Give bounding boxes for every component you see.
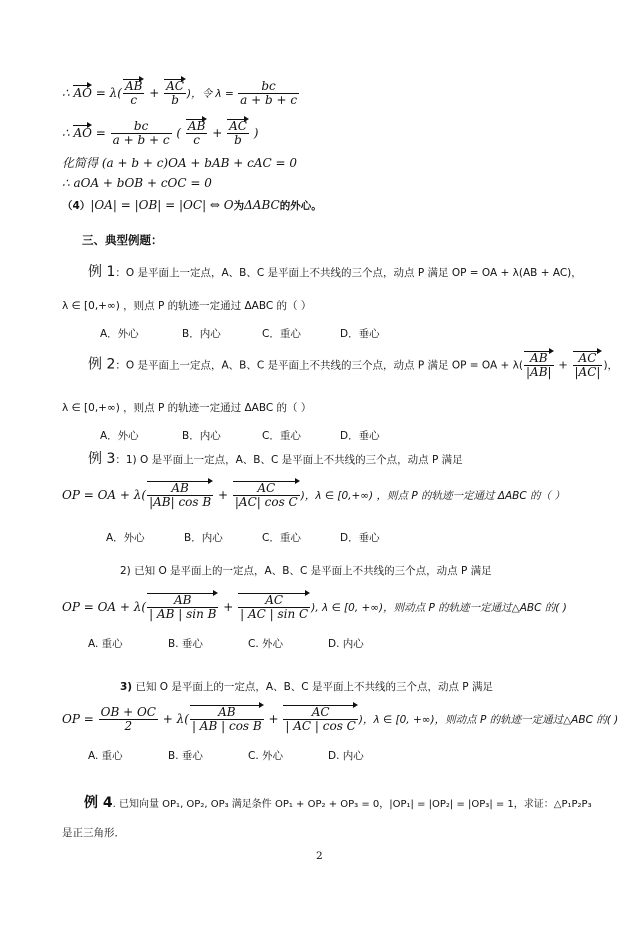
- close-paren: )，: [603, 359, 619, 372]
- option-a: A．外心: [106, 532, 145, 544]
- example-2-line-2: [62, 400, 311, 415]
- fraction-ac-norm: [573, 352, 603, 379]
- example-4-text: . 已知向量 OP₁, OP₂, OP₃ 满足条件 OP₁ + OP₂ + OP₃ = 0，|OP₁| = |OP₂| = |OP₃| = 1，求证：△P₁P₂P₃: [112, 799, 592, 810]
- plus: +: [145, 86, 164, 100]
- fraction-bc: [111, 120, 172, 147]
- therefore-symbol: ∴: [62, 86, 74, 100]
- simplified-equation: 化简得 (a + b + c)OA + bAB + cAC = 0: [62, 156, 298, 170]
- eq-start: OP = OA + λ(: [62, 600, 147, 614]
- eq-start: OP =: [62, 712, 98, 726]
- frac-den: | AC | sin C: [240, 607, 309, 621]
- frac-den: b: [171, 93, 179, 107]
- option-b: B．内心: [182, 430, 221, 442]
- frac-num: AC: [229, 119, 247, 133]
- example-1-question: λ ∈ [0,+∞) ，则点 P 的轨迹一定通过 ΔABC 的（ ）: [62, 300, 312, 312]
- frac-num: bc: [238, 80, 299, 94]
- frac-num: AC: [283, 706, 357, 720]
- example-4-line-2: 是正三角形．: [62, 827, 125, 839]
- option-b: B. 垂心: [168, 750, 203, 762]
- section-title: 三、典型例题：: [82, 233, 163, 247]
- plus: +: [264, 712, 283, 726]
- option-b: B．内心: [184, 532, 223, 544]
- frac-den: | AB | cos B: [191, 719, 262, 733]
- eq-part: =: [91, 126, 110, 140]
- example-3-line-1: [88, 452, 463, 467]
- paren: (: [172, 126, 185, 140]
- derivation-line-3: [62, 156, 297, 170]
- weighted-sum-equation: ∴ aOA + bOB + cOC = 0: [62, 176, 212, 190]
- frac-den: | AC | cos C: [285, 719, 356, 733]
- derivation-line-2: [62, 120, 258, 147]
- option-a: A．外心: [100, 328, 139, 340]
- option-d: D．垂心: [340, 430, 380, 442]
- frac-den: c: [130, 93, 138, 107]
- frac-num: AB: [524, 352, 554, 366]
- part-3-label: 3): [120, 681, 133, 693]
- option-d: D. 内心: [328, 638, 364, 650]
- option-d: D．垂心: [340, 328, 380, 340]
- vector-ao: AO: [73, 126, 92, 140]
- fraction-ab-norm: [524, 352, 554, 379]
- page-number: 2: [316, 850, 323, 862]
- fraction-ab-cos: [190, 706, 264, 733]
- example-2-line-1: [88, 352, 618, 379]
- frac-num: bc: [111, 120, 172, 134]
- option-a: A. 重心: [88, 750, 123, 762]
- frac-num: AC: [166, 79, 184, 93]
- option-a: A．外心: [100, 430, 139, 442]
- example-3-label: 例 3: [88, 451, 116, 467]
- frac-den: |AC| cos C: [234, 495, 298, 509]
- example-3-text: ：1) O 是平面上一定点，A、B、C 是平面上不共线的三个点，动点 P 满足: [115, 454, 463, 466]
- frac-den: 2: [124, 719, 133, 733]
- frac-num: AC: [238, 594, 310, 608]
- option-c: C. 外心: [248, 638, 284, 650]
- fraction-ab-cos: [147, 482, 213, 509]
- option-c: C．重心: [262, 430, 301, 442]
- example-1-line-1: [88, 265, 582, 280]
- option-b: B．内心: [182, 328, 221, 340]
- frac-num: AB: [147, 594, 218, 608]
- frac-num: AC: [233, 482, 300, 496]
- frac-den: a + b + c: [240, 93, 298, 107]
- example-3-options-3: [88, 748, 364, 763]
- frac-den: | AB | sin B: [149, 607, 217, 621]
- eq-start: OP = OA + λ(: [62, 488, 147, 502]
- example-3-equation-3: [62, 706, 618, 733]
- frac-den: |AB| cos B: [149, 495, 212, 509]
- plus: +: [214, 488, 232, 502]
- triangle-abc: ΔABC: [244, 198, 280, 212]
- fraction-ac-cos: [233, 482, 300, 509]
- frac-num: AB: [124, 79, 143, 93]
- eq-mid: + λ(: [158, 712, 189, 726]
- example-2-text: ：O 是平面上一定点，A、B、C 是平面上不共线的三个点，动点 P 满足 OP = OA + λ(: [115, 359, 523, 372]
- frac-den: c: [193, 133, 201, 147]
- option-c: C．重心: [262, 532, 301, 544]
- example-3-options-1: [106, 530, 380, 545]
- example-3-part-3-text: [120, 680, 493, 694]
- option-d: D. 内心: [328, 750, 364, 762]
- example-4-line-1: [84, 796, 592, 812]
- fraction-ab-sin: [147, 594, 218, 621]
- example-1-options: [100, 326, 380, 341]
- fraction-ab-c: [123, 80, 144, 107]
- vector-ao: AO: [73, 86, 92, 100]
- example-3-equation-1: [62, 482, 565, 509]
- paren: ): [249, 126, 259, 140]
- derivation-line-1: [62, 80, 300, 107]
- option-c: C. 外心: [248, 750, 284, 762]
- derivation-line-4: [62, 176, 212, 190]
- frac-den: a + b + c: [112, 133, 170, 147]
- option-d: D．垂心: [340, 532, 380, 544]
- frac-num: OB + OC: [100, 705, 156, 719]
- let-lambda: )，令 λ =: [186, 88, 238, 100]
- example-2-label: 例 2: [88, 356, 116, 373]
- example-3-part-2-text: 2) 已知 O 是平面上的一定点，A、B、C 是平面上不共线的三个点，动点 P 满足: [120, 565, 492, 577]
- frac-num: AC: [573, 352, 603, 366]
- example-2-options: [100, 428, 380, 443]
- frac-den: |AC|: [574, 365, 601, 379]
- part-3-text: 已知 O 是平面上的一定点，A、B、C 是平面上不共线的三个点，动点 P 满足: [132, 681, 493, 693]
- example-1-line-2: [62, 298, 311, 313]
- plus: +: [219, 600, 238, 614]
- eq-end: )，λ ∈ [0, +∞)，则动点 P 的轨迹一定通过△ABC 的( ): [358, 714, 619, 726]
- derivation-line-5: [62, 198, 322, 213]
- fraction-ac-cos: [283, 706, 357, 733]
- plus: +: [554, 357, 572, 372]
- fraction-lambda: [238, 80, 299, 107]
- option-c: C．重心: [262, 328, 301, 340]
- example-4-label: 例 4: [84, 795, 113, 811]
- frac-den: b: [234, 133, 242, 147]
- option-b: B. 垂心: [168, 638, 203, 650]
- plus: +: [208, 126, 227, 140]
- example-3-equation-2: [62, 594, 567, 621]
- example-2-question: λ ∈ [0,+∞) ，则点 P 的轨迹一定通过 ΔABC 的（ ）: [62, 402, 312, 414]
- word-is: 为: [233, 200, 245, 212]
- option-a: A. 重心: [88, 638, 123, 650]
- eq-end: )，λ ∈ [0,+∞) ，则点 P 的轨迹一定通过 ΔABC 的（ ）: [300, 490, 565, 502]
- eq-part: = λ(: [91, 86, 122, 100]
- frac-num: AB: [190, 706, 264, 720]
- circumcenter-text: 的外心。: [279, 200, 322, 212]
- example-1-label: 例 1: [88, 264, 116, 280]
- fraction-ac-b: [164, 80, 186, 107]
- circumcenter-condition: |OA| = |OB| = |OC| ⇔ O: [90, 198, 234, 212]
- fraction-ac-b: [227, 120, 249, 147]
- frac-num: AB: [187, 119, 206, 133]
- example-3-options-2: [88, 636, 364, 651]
- therefore-symbol: ∴: [62, 126, 74, 140]
- fraction-ab-c: [186, 120, 207, 147]
- example-1-text: ：O 是平面上一定点，A、B、C 是平面上不共线的三个点，动点 P 满足 OP = OA + λ(AB + AC)，: [115, 267, 582, 279]
- fraction-midpoint: [99, 706, 158, 733]
- fraction-ac-sin: [238, 594, 310, 621]
- eq-end: ), λ ∈ [0, +∞)，则动点 P 的轨迹一定通过△ABC 的( ): [311, 602, 567, 614]
- item-number: （4）: [62, 200, 91, 212]
- frac-den: |AB|: [525, 365, 552, 379]
- frac-num: AB: [147, 482, 213, 496]
